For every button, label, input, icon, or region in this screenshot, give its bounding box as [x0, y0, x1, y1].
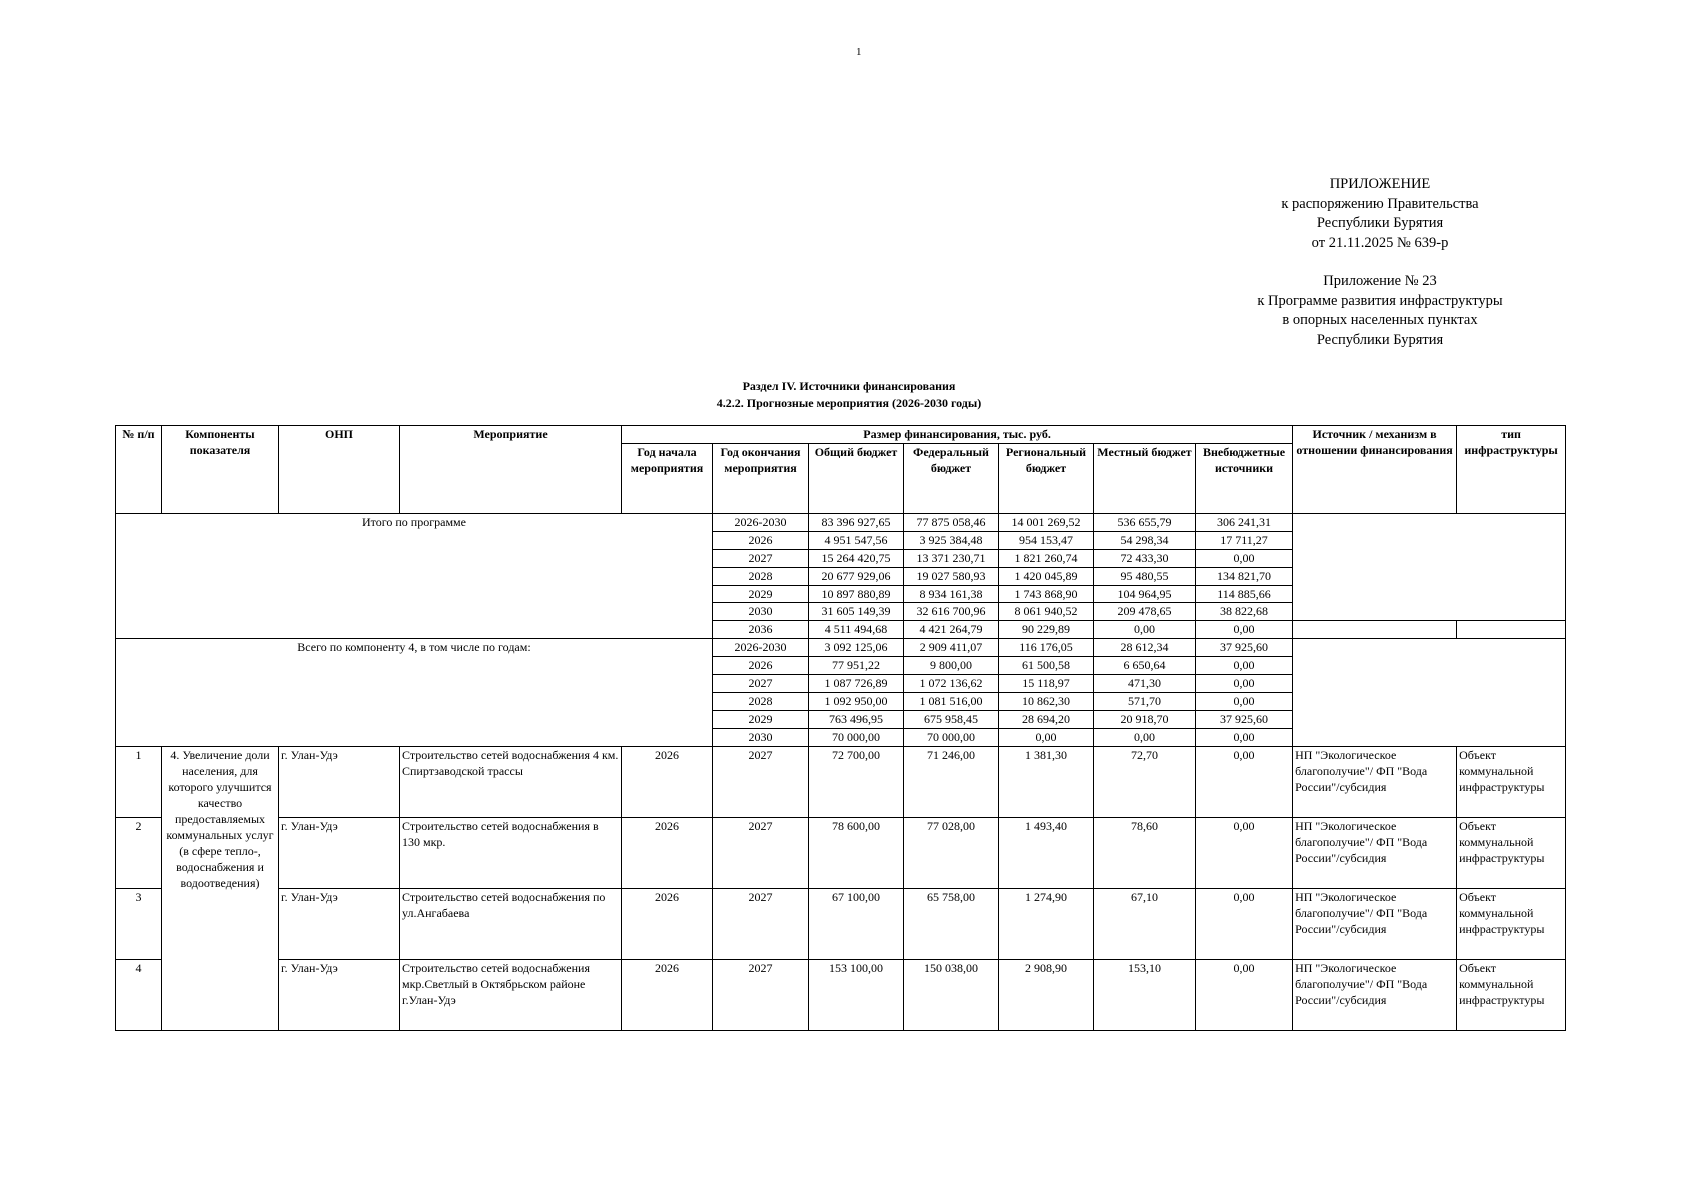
- federal-cell: 675 958,45: [904, 710, 999, 728]
- appendix-line: к распоряжению Правительства: [1281, 195, 1479, 212]
- header-total: Общий бюджет: [809, 444, 904, 514]
- local-cell: 0,00: [1094, 728, 1196, 746]
- event-source: НП "Экологическое благополучие"/ ФП "Вода России"/субсидия: [1293, 888, 1457, 959]
- federal-cell: 8 934 161,38: [904, 585, 999, 603]
- regional-cell: 2 908,90: [999, 959, 1094, 1030]
- event-infra-type: Объект коммунальной инфраструктуры: [1457, 746, 1566, 817]
- event-onp: г. Улан-Удэ: [279, 888, 400, 959]
- header-federal: Федеральный бюджет: [904, 444, 999, 514]
- local-cell: 0,00: [1094, 621, 1196, 639]
- appendix-block: [1190, 175, 1570, 350]
- header-local: Местный бюджет: [1094, 444, 1196, 514]
- event-end: 2027: [713, 746, 809, 817]
- period-cell: 2026-2030: [713, 514, 809, 532]
- event-start: 2026: [622, 888, 713, 959]
- regional-cell: 10 862,30: [999, 692, 1094, 710]
- extra-cell: 0,00: [1196, 549, 1293, 567]
- appendix-line: Приложение № 23: [1323, 273, 1437, 289]
- total-cell: 67 100,00: [809, 888, 904, 959]
- federal-cell: 19 027 580,93: [904, 567, 999, 585]
- extra-cell: 114 885,66: [1196, 585, 1293, 603]
- extra-cell: 0,00: [1196, 746, 1293, 817]
- total-cell: 31 605 149,39: [809, 603, 904, 621]
- total-cell: 78 600,00: [809, 817, 904, 888]
- period-cell: 2027: [713, 549, 809, 567]
- extra-cell: 134 821,70: [1196, 567, 1293, 585]
- period-cell: 2028: [713, 692, 809, 710]
- local-cell: 20 918,70: [1094, 710, 1196, 728]
- event-start: 2026: [622, 817, 713, 888]
- financing-table: [115, 425, 1566, 1031]
- regional-cell: 1 493,40: [999, 817, 1094, 888]
- period-cell: 2026: [713, 657, 809, 675]
- event-num: 4: [116, 959, 162, 1030]
- event-name: Строительство сетей водоснабжения 4 км. Спиртзаводской трассы: [400, 746, 622, 817]
- event-num: 1: [116, 746, 162, 817]
- header-num: № п/п: [116, 426, 162, 514]
- period-cell: 2029: [713, 710, 809, 728]
- regional-cell: 1 743 868,90: [999, 585, 1094, 603]
- header-end-year: Год окончания мероприятия: [713, 444, 809, 514]
- federal-cell: 32 616 700,96: [904, 603, 999, 621]
- event-num: 3: [116, 888, 162, 959]
- event-row: [116, 959, 1566, 1030]
- event-end: 2027: [713, 959, 809, 1030]
- period-cell: 2030: [713, 603, 809, 621]
- extra-cell: 0,00: [1196, 888, 1293, 959]
- header-component: Компоненты показателя: [162, 426, 279, 514]
- header-start-year: Год начала мероприятия: [622, 444, 713, 514]
- local-cell: 72,70: [1094, 746, 1196, 817]
- event-row: [116, 817, 1566, 888]
- total-cell: 15 264 420,75: [809, 549, 904, 567]
- local-cell: 54 298,34: [1094, 531, 1196, 549]
- empty-cell: [1457, 621, 1566, 639]
- total-cell: 153 100,00: [809, 959, 904, 1030]
- component-name: 4. Увеличение доли населения, для которого улучшится качество предоставляемых коммунальных услуг (в сфере тепло-, водоснабжения и водоотведения): [162, 746, 279, 1030]
- event-start: 2026: [622, 959, 713, 1030]
- federal-cell: 1 081 516,00: [904, 692, 999, 710]
- federal-cell: 3 925 384,48: [904, 531, 999, 549]
- extra-cell: 0,00: [1196, 675, 1293, 693]
- event-name: Строительство сетей водоснабжения по ул.Ангабаева: [400, 888, 622, 959]
- total-cell: 763 496,95: [809, 710, 904, 728]
- header-funding-group: Размер финансирования, тыс. руб.: [622, 426, 1293, 444]
- program-total-label: Итого по программе: [116, 514, 713, 639]
- event-row: [116, 746, 1566, 817]
- local-cell: 471,30: [1094, 675, 1196, 693]
- federal-cell: 2 909 411,07: [904, 639, 999, 657]
- event-source: НП "Экологическое благополучие"/ ФП "Вода России"/субсидия: [1293, 817, 1457, 888]
- event-start: 2026: [622, 746, 713, 817]
- appendix-line: в опорных населенных пунктах: [1282, 312, 1478, 328]
- regional-cell: 1 821 260,74: [999, 549, 1094, 567]
- total-cell: 77 951,22: [809, 657, 904, 675]
- total-cell: 10 897 880,89: [809, 585, 904, 603]
- total-cell: 83 396 927,65: [809, 514, 904, 532]
- extra-cell: 0,00: [1196, 621, 1293, 639]
- regional-cell: 0,00: [999, 728, 1094, 746]
- event-num: 2: [116, 817, 162, 888]
- page-number: 1: [856, 46, 862, 58]
- extra-cell: 0,00: [1196, 817, 1293, 888]
- header-onp: ОНП: [279, 426, 400, 514]
- event-source: НП "Экологическое благополучие"/ ФП "Вода России"/субсидия: [1293, 746, 1457, 817]
- header-source: Источник / механизм в отношении финансирования: [1293, 426, 1457, 514]
- appendix-line: от 21.11.2025 № 639-р: [1311, 234, 1449, 251]
- federal-cell: 70 000,00: [904, 728, 999, 746]
- component-total-row: [116, 639, 1566, 657]
- event-onp: г. Улан-Удэ: [279, 817, 400, 888]
- federal-cell: 1 072 136,62: [904, 675, 999, 693]
- regional-cell: 14 001 269,52: [999, 514, 1094, 532]
- component-total-label: Всего по компоненту 4, в том числе по годам:: [116, 639, 713, 746]
- local-cell: 209 478,65: [1094, 603, 1196, 621]
- local-cell: 72 433,30: [1094, 549, 1196, 567]
- regional-cell: 8 061 940,52: [999, 603, 1094, 621]
- regional-cell: 61 500,58: [999, 657, 1094, 675]
- period-cell: 2030: [713, 728, 809, 746]
- regional-cell: 28 694,20: [999, 710, 1094, 728]
- appendix-line: Республики Бурятия: [1316, 215, 1444, 231]
- extra-cell: 37 925,60: [1196, 639, 1293, 657]
- total-cell: 3 092 125,06: [809, 639, 904, 657]
- period-cell: 2029: [713, 585, 809, 603]
- local-cell: 6 650,64: [1094, 657, 1196, 675]
- local-cell: 78,60: [1094, 817, 1196, 888]
- empty-cell: [1293, 514, 1566, 621]
- total-cell: 72 700,00: [809, 746, 904, 817]
- federal-cell: 77 875 058,46: [904, 514, 999, 532]
- federal-cell: 150 038,00: [904, 959, 999, 1030]
- regional-cell: 90 229,89: [999, 621, 1094, 639]
- event-infra-type: Объект коммунальной инфраструктуры: [1457, 959, 1566, 1030]
- period-cell: 2026: [713, 531, 809, 549]
- event-name: Строительство сетей водоснабжения мкр.Светлый в Октябрьском районе г.Улан-Удэ: [400, 959, 622, 1030]
- program-total-row: [116, 514, 1566, 532]
- federal-cell: 9 800,00: [904, 657, 999, 675]
- extra-cell: 306 241,31: [1196, 514, 1293, 532]
- event-end: 2027: [713, 888, 809, 959]
- regional-cell: 1 420 045,89: [999, 567, 1094, 585]
- extra-cell: 0,00: [1196, 692, 1293, 710]
- appendix-line: к Программе развития инфраструктуры: [1257, 292, 1503, 309]
- local-cell: 95 480,55: [1094, 567, 1196, 585]
- local-cell: 67,10: [1094, 888, 1196, 959]
- extra-cell: 37 925,60: [1196, 710, 1293, 728]
- local-cell: 28 612,34: [1094, 639, 1196, 657]
- regional-cell: 954 153,47: [999, 531, 1094, 549]
- event-onp: г. Улан-Удэ: [279, 746, 400, 817]
- total-cell: 70 000,00: [809, 728, 904, 746]
- federal-cell: 71 246,00: [904, 746, 999, 817]
- extra-cell: 17 711,27: [1196, 531, 1293, 549]
- period-cell: 2036: [713, 621, 809, 639]
- period-cell: 2028: [713, 567, 809, 585]
- federal-cell: 65 758,00: [904, 888, 999, 959]
- event-infra-type: Объект коммунальной инфраструктуры: [1457, 888, 1566, 959]
- local-cell: 104 964,95: [1094, 585, 1196, 603]
- event-name: Строительство сетей водоснабжения в 130 мкр.: [400, 817, 622, 888]
- local-cell: 153,10: [1094, 959, 1196, 1030]
- regional-cell: 1 274,90: [999, 888, 1094, 959]
- empty-cell: [1293, 621, 1457, 639]
- event-row: [116, 888, 1566, 959]
- local-cell: 571,70: [1094, 692, 1196, 710]
- empty-cell: [1293, 639, 1566, 746]
- event-end: 2027: [713, 817, 809, 888]
- header-regional: Региональный бюджет: [999, 444, 1094, 514]
- extra-cell: 38 822,68: [1196, 603, 1293, 621]
- total-cell: 1 092 950,00: [809, 692, 904, 710]
- appendix-line: ПРИЛОЖЕНИЕ: [1329, 176, 1431, 192]
- regional-cell: 15 118,97: [999, 675, 1094, 693]
- appendix-line: Республики Бурятия: [1316, 331, 1444, 348]
- header-infra-type: тип инфраструктуры: [1457, 426, 1566, 514]
- extra-cell: 0,00: [1196, 959, 1293, 1030]
- header-event: Мероприятие: [400, 426, 622, 514]
- federal-cell: 77 028,00: [904, 817, 999, 888]
- regional-cell: 1 381,30: [999, 746, 1094, 817]
- section-heading: [0, 378, 1698, 412]
- federal-cell: 4 421 264,79: [904, 621, 999, 639]
- event-source: НП "Экологическое благополучие"/ ФП "Вода России"/субсидия: [1293, 959, 1457, 1030]
- event-onp: г. Улан-Удэ: [279, 959, 400, 1030]
- total-cell: 1 087 726,89: [809, 675, 904, 693]
- regional-cell: 116 176,05: [999, 639, 1094, 657]
- total-cell: 4 951 547,56: [809, 531, 904, 549]
- extra-cell: 0,00: [1196, 657, 1293, 675]
- header-extra: Внебюджетные источники: [1196, 444, 1293, 514]
- total-cell: 4 511 494,68: [809, 621, 904, 639]
- federal-cell: 13 371 230,71: [904, 549, 999, 567]
- period-cell: 2027: [713, 675, 809, 693]
- event-infra-type: Объект коммунальной инфраструктуры: [1457, 817, 1566, 888]
- local-cell: 536 655,79: [1094, 514, 1196, 532]
- period-cell: 2026-2030: [713, 639, 809, 657]
- extra-cell: 0,00: [1196, 728, 1293, 746]
- section-title: Раздел IV. Источники финансирования: [742, 379, 956, 393]
- section-subtitle: 4.2.2. Прогнозные мероприятия (2026-2030 годы): [716, 396, 982, 410]
- total-cell: 20 677 929,06: [809, 567, 904, 585]
